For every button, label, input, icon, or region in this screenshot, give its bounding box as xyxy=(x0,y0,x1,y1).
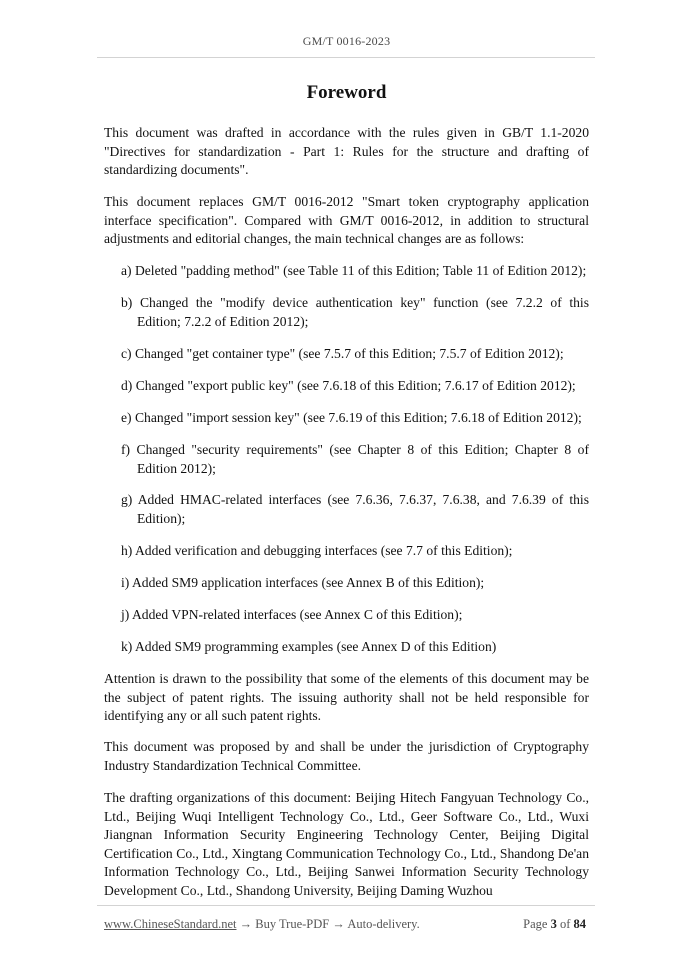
list-item-change-j: j) Added VPN-related interfaces (see Annex C of this Edition); xyxy=(121,607,463,622)
header-divider xyxy=(97,57,595,58)
running-header: GM/T 0016-2023 xyxy=(302,34,391,48)
paragraph-drafting-rules: This document was drafted in accordance with the rules given in GB/T 1.1-2020 "Directives for standardization - Part 1: Rules for the structure and drafting of standardizing documents". xyxy=(104,125,589,177)
page-total: 84 xyxy=(573,917,586,931)
paragraph-drafting-organizations: The drafting organizations of this document: Beijing Hitech Fangyuan Technology Co., Ltd., Beijing Wuqi Intelligent Technology Co., Ltd., Geer Software Co., Ltd., Wuxi Jiangnan Information Security Engineering Technology Center, Beijing Digital Certification Co., Ltd., Xingtang Communication Technology Co., Ltd., Shandong De'an Information Technology Co., Ltd., Beijing Sanwei Information Security Technology Development Co., Ltd., Shandong University, Beijing Daming Wuzhou xyxy=(104,790,589,898)
buy-pdf-text: Buy True-PDF xyxy=(255,917,330,931)
paragraph-jurisdiction: This document was proposed by and shall be under the jurisdiction of Cryptography Industry Standardization Technical Committee. xyxy=(104,739,589,773)
footer-divider xyxy=(97,905,595,906)
list-item-change-d: d) Changed "export public key" (see 7.6.18 of this Edition; 7.6.17 of Edition 2012); xyxy=(121,378,576,393)
paragraph-replacement: This document replaces GM/T 0016-2012 "Smart token cryptography application interface specification". Compared with GM/T 0016-2012, in addition to structural adjustments and editorial changes, the main technical changes are as follows: xyxy=(104,194,589,246)
list-item-change-c: c) Changed "get container type" (see 7.5.7 of this Edition; 7.5.7 of Edition 2012); xyxy=(121,346,564,361)
list-item-change-e: e) Changed "import session key" (see 7.6.19 of this Edition; 7.6.18 of Edition 2012); xyxy=(121,410,582,425)
list-item-change-b: b) Changed the "modify device authentication key" function (see 7.2.2 of this Edition; 7.2.2 of Edition 2012); xyxy=(121,295,589,329)
paragraph-patent-notice: Attention is drawn to the possibility that some of the elements of this document may be the subject of patent rights. The issuing authority shall not be held responsible for identifying any or all such patent rights. xyxy=(104,671,589,723)
list-item-change-i: i) Added SM9 application interfaces (see Annex B of this Edition); xyxy=(121,575,485,590)
site-link[interactable]: www.ChineseStandard.net xyxy=(104,917,237,931)
list-item-change-g: g) Added HMAC-related interfaces (see 7.6.36, 7.6.37, 7.6.38, and 7.6.39 of this Edition); xyxy=(121,492,589,526)
arrow-right-icon: → xyxy=(332,917,345,931)
page-of-label: of xyxy=(559,917,571,931)
footer-links xyxy=(104,917,420,932)
auto-delivery-text: Auto-delivery. xyxy=(347,917,420,931)
list-item-change-h: h) Added verification and debugging interfaces (see 7.7 of this Edition); xyxy=(121,543,513,558)
list-item-change-a: a) Deleted "padding method" (see Table 11 of this Edition; Table 11 of Edition 2012); xyxy=(121,263,587,278)
page-current: 3 xyxy=(550,917,557,931)
list-item-change-k: k) Added SM9 programming examples (see Annex D of this Edition) xyxy=(121,639,497,654)
page-number xyxy=(523,917,586,932)
page-label: Page xyxy=(523,917,548,931)
list-item-change-f: f) Changed "security requirements" (see Chapter 8 of this Edition; Chapter 8 of Edition 2012); xyxy=(121,442,589,476)
section-title: Foreword xyxy=(306,82,387,103)
arrow-right-icon: → xyxy=(239,917,253,931)
